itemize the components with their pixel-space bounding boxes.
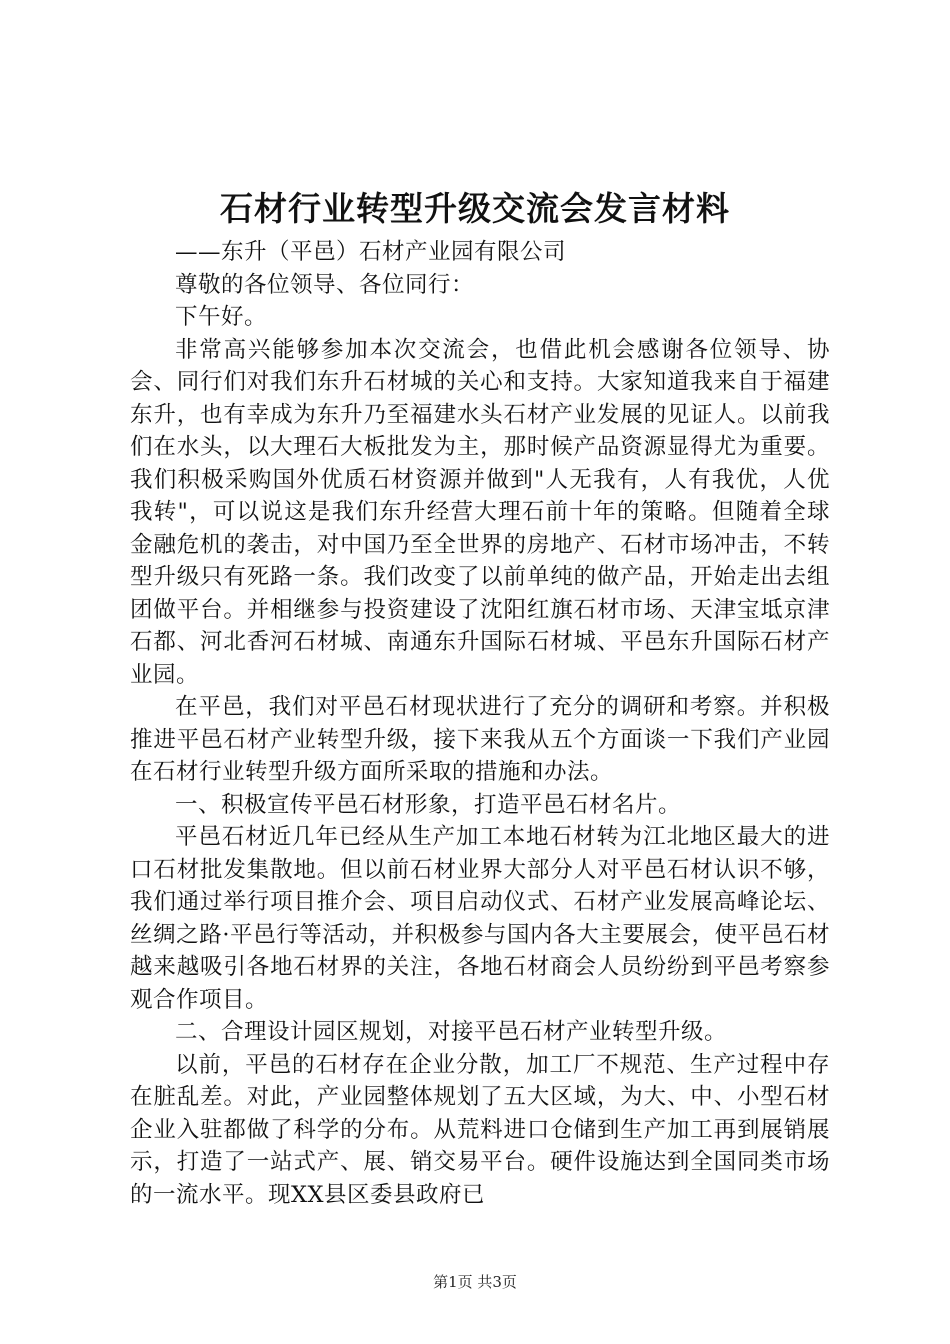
paragraph-pingyi-research: 在平邑，我们对平邑石材现状进行了充分的调研和考察。并积极推进平邑石材产业转型升级，接下来我从五个方面谈一下我们产业园在石材行业转型升级方面所采取的措施和办法。 [130, 694, 830, 785]
section-heading-2: 二、合理设计园区规划，对接平邑石材产业转型升级。 [175, 1019, 728, 1045]
document-title: 石材行业转型升级交流会发言材料 [220, 189, 730, 228]
company-byline: ——东升（平邑）石材产业园有限公司 [175, 239, 567, 265]
greeting: 下午好。 [175, 304, 268, 330]
page-number-footer: 第1页 共3页 [433, 1273, 517, 1291]
salutation: 尊敬的各位领导、各位同行： [175, 271, 475, 298]
paragraph-section-1: 平邑石材近几年已经从生产加工本地石材转为江北地区最大的进口石材批发集散地。但以前石材业界大部分人对平邑石材认识不够，我们通过举行项目推介会、项目启动仪式、石材产业发展高峰论坛、丝绸之路·平邑行等活动，并积极参与国内各大主要展会，使平邑石材越来越吸引各地石材界的关注，各地石材商会人员纷纷到平邑考察参观合作项目。 [130, 824, 830, 1013]
document-body [130, 236, 830, 1211]
paragraph-section-2: 以前，平邑的石材存在企业分散，加工厂不规范、生产过程中存在脏乱差。对此，产业园整体规划了五大区域，为大、中、小型石材企业入驻都做了科学的分布。从荒料进口仓储到生产加工再到展销展示，打造了一站式产、展、销交易平台。硬件设施达到全国同类市场的一流水平。现XX县区委县政府已 [130, 1051, 830, 1208]
section-heading-1: 一、积极宣传平邑石材形象，打造平邑石材名片。 [175, 791, 682, 818]
paragraph-intro: 非常高兴能够参加本次交流会，也借此机会感谢各位领导、协会、同行们对我们东升石材城的关心和支持。大家知道我来自于福建东升，也有幸成为东升乃至福建水头石材产业发展的见证人。以前我们在水头，以大理石大板批发为主，那时候产品资源显得尤为重要。我们积极采购国外优质石材资源并做到"人无我有，人有我优，人优我转"，可以说这是我们东升经营大理石前十年的策略。但随着全球金融危机的袭击，对中国乃至全世界的房地产、石材市场冲击，不转型升级只有死路一条。我们改变了以前单纯的做产品，开始走出去组团做平台。并相继参与投资建设了沈阳红旗石材市场、天津宝坻京津石都、河北香河石材城、南通东升国际石材城、平邑东升国际石材产业园。 [130, 336, 830, 688]
